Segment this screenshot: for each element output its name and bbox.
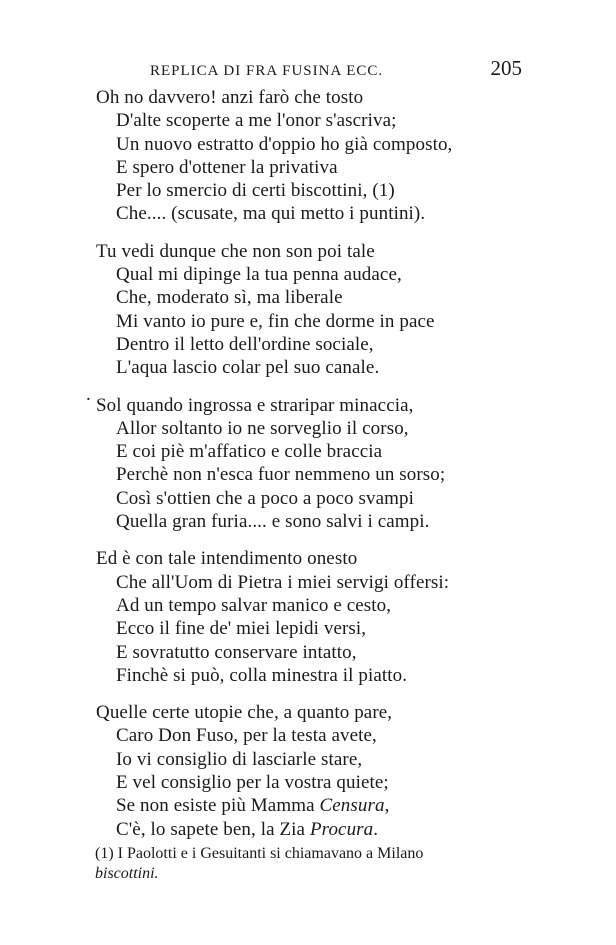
verse-line: L'aqua lascio colar pel suo canale. [116,357,380,379]
verse-line: Mi vanto io pure e, fin che dorme in pace [116,310,435,332]
italic-word: Censura [319,795,385,817]
verse-line: Ad un tempo salvar manico e cesto, [116,594,392,616]
verse-line: Ed è con tale intendimento onesto [96,548,358,570]
verse-line: Che.... (scusate, ma qui metto i puntini). [116,203,426,225]
footnote [95,844,535,884]
running-head: REPLICA DI FRA FUSINA ECC. [150,63,384,79]
verse-line: E vel consiglio per la vostra quiete; [116,772,389,794]
punctuation: , [384,795,390,817]
stanza-4 [96,547,536,687]
footnote-line: biscottini. [95,865,159,882]
page-header [0,58,616,84]
verse-line: E coi piè m'affatico e colle braccia [116,441,383,463]
verse-text: C'è, lo sapete ben, la Zia [116,818,310,840]
stray-mark: . [86,384,91,405]
stanza-2 [96,240,536,380]
verse-line [96,794,536,817]
poem-body [96,86,536,855]
verse-line: Sol quando ingrossa e straripar minaccia, [96,394,414,416]
italic-word: Procura [309,818,374,840]
verse-line: Caro Don Fuso, per la testa avete, [116,725,377,747]
verse-line: E spero d'ottener la privativa [116,156,338,178]
verse-line: Che all'Uom di Pietra i miei servigi offersi: [116,571,450,593]
verse-line: Oh no davvero! anzi farò che tosto [96,87,364,108]
punctuation: . [373,818,379,840]
verse-line: Allor soltanto io ne sorveglio il corso, [116,417,409,439]
verse-line [96,818,536,841]
verse-line: Tu vedi dunque che non son poi tale [96,240,375,262]
verse-line: Un nuovo estratto d'oppio ho già composto, [116,133,453,155]
verse-line: D'alte scoperte a me l'onor s'ascriva; [116,110,397,132]
verse-line: Io vi consiglio di lasciarle stare, [116,748,363,770]
footnote-line: (1) I Paolotti e i Gesuitanti si chiamavano a Milano [95,845,424,862]
page-number: 205 [490,56,522,80]
verse-line: Quelle certe utopie che, a quanto pare, [96,702,393,724]
verse-line: Dentro il letto dell'ordine sociale, [116,333,374,355]
stanza-1 [96,86,536,226]
verse-line: Finchè si può, colla minestra il piatto. [116,664,408,686]
verse-text: Se non esiste più Mamma [116,795,320,817]
verse-line: Quella gran furia.... e sono salvi i campi. [116,511,430,533]
verse-line: Per lo smercio di certi biscottini, (1) [116,180,395,202]
verse-line: Ecco il fine de' miei lepidi versi, [116,618,367,640]
stanza-5 [96,701,536,841]
stanza-3 [96,394,536,534]
verse-line: Così s'ottien che a poco a poco svampi [116,487,414,509]
verse-line: E sovratutto conservare intatto, [116,641,357,663]
verse-line: Che, moderato sì, ma liberale [116,287,343,309]
verse-line: Perchè non n'esca fuor nemmeno un sorso; [116,464,446,486]
verse-line: Qual mi dipinge la tua penna audace, [116,264,402,286]
